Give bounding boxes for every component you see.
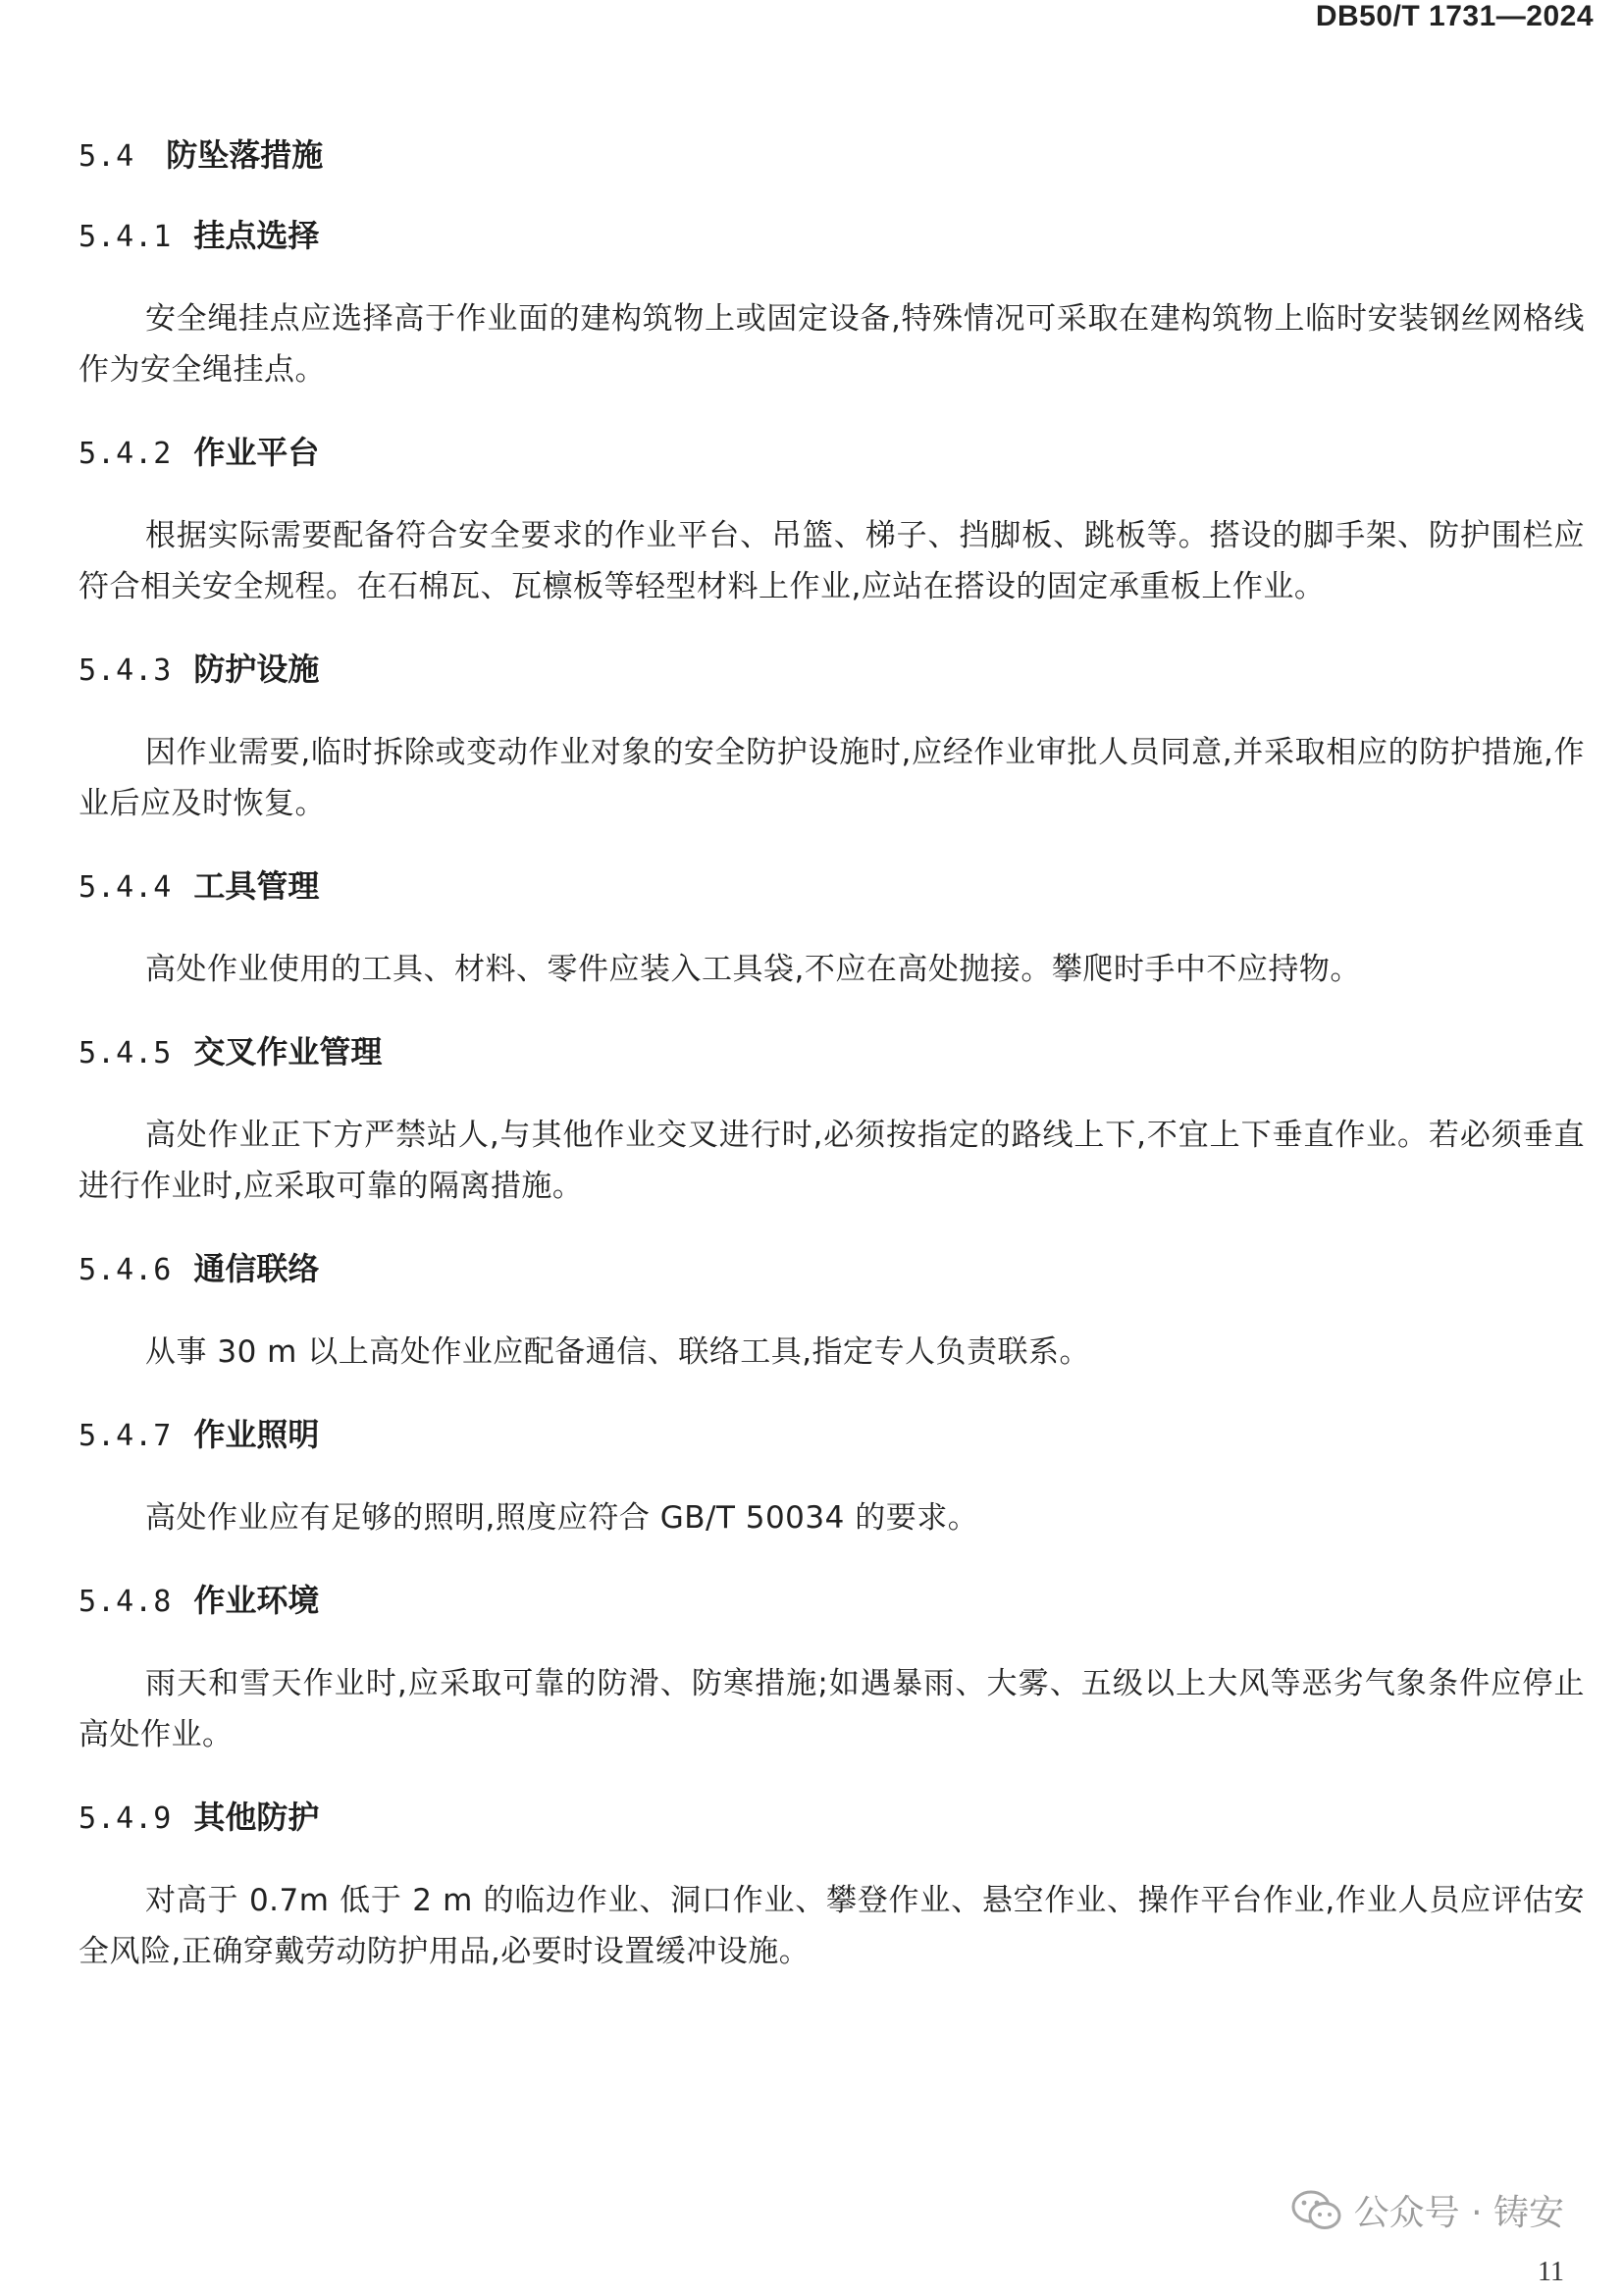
section-number: 5.4 <box>79 139 135 174</box>
standard-code: DB50/T 1731—2024 <box>1315 0 1594 32</box>
subsection-number: 5.4.5 <box>79 1036 173 1070</box>
document-body <box>79 135 1585 1977</box>
subsection-heading <box>79 433 1585 474</box>
subsection-paragraph: 高处作业应有足够的照明,照度应符合 GB/T 50034 的要求。 <box>145 1500 979 1536</box>
subsection-paragraph: 雨天和雪天作业时,应采取可靠的防滑、防寒措施;如遇暴雨、大雾、五级以上大风等恶劣气象条件应停止高处作业。 <box>79 1666 1585 1752</box>
subsection-paragraph: 安全绳挂点应选择高于作业面的建构筑物上或固定设备,特殊情况可采取在建构筑物上临时安装钢丝网格线作为安全绳挂点。 <box>79 301 1585 388</box>
subsection-heading <box>79 1032 1585 1073</box>
subsection-heading <box>79 1581 1585 1622</box>
subsection-number: 5.4.8 <box>79 1585 173 1619</box>
subsection-number: 5.4.9 <box>79 1801 173 1836</box>
subsection-title: 作业平台 <box>193 434 320 471</box>
subsection-paragraph: 从事 30 m 以上高处作业应配备通信、联络工具,指定专人负责联系。 <box>145 1334 1091 1370</box>
subsection-heading <box>79 216 1585 257</box>
subsection-number: 5.4.1 <box>79 220 173 254</box>
watermark <box>1291 2185 1564 2235</box>
subsection-number: 5.4.2 <box>79 437 173 471</box>
subsection-title: 作业环境 <box>193 1582 320 1619</box>
subsection-title: 挂点选择 <box>193 217 320 254</box>
subsection-number: 5.4.7 <box>79 1419 173 1453</box>
subsection-heading <box>79 1415 1585 1456</box>
subsection-paragraph: 因作业需要,临时拆除或变动作业对象的安全防护设施时,应经作业审批人员同意,并采取相应的防护措施,作业后应及时恢复。 <box>79 735 1585 821</box>
subsection-title: 防护设施 <box>193 651 320 688</box>
subsection-number: 5.4.4 <box>79 870 173 905</box>
subsection-paragraph: 高处作业正下方严禁站人,与其他作业交叉进行时,必须按指定的路线上下,不宜上下垂直作业。若必须垂直进行作业时,应采取可靠的隔离措施。 <box>79 1118 1585 1204</box>
watermark-text: 公众号 · 铸安 <box>1353 2193 1564 2233</box>
subsection-heading <box>79 866 1585 908</box>
subsection-paragraph: 高处作业使用的工具、材料、零件应装入工具袋,不应在高处抛接。攀爬时手中不应持物。 <box>145 952 1361 987</box>
subsection-number: 5.4.3 <box>79 653 173 688</box>
subsection-paragraph: 根据实际需要配备符合安全要求的作业平台、吊篮、梯子、挡脚板、跳板等。搭设的脚手架、防护围栏应符合相关安全规程。在石棉瓦、瓦檩板等轻型材料上作业,应站在搭设的固定承重板上作业。 <box>79 518 1585 604</box>
subsection-paragraph: 对高于 0.7m 低于 2 m 的临边作业、洞口作业、攀登作业、悬空作业、操作平台作业,作业人员应评估安全风险,正确穿戴劳动防护用品,必要时设置缓冲设施。 <box>79 1883 1585 1969</box>
section-heading <box>79 135 1585 177</box>
subsection-heading <box>79 1798 1585 1839</box>
subsection-title: 其他防护 <box>193 1799 320 1836</box>
subsection-title: 工具管理 <box>193 867 320 905</box>
subsection-heading <box>79 650 1585 691</box>
subsection-number: 5.4.6 <box>79 1253 173 1287</box>
subsection-title: 作业照明 <box>193 1416 320 1453</box>
section-title: 防坠落措施 <box>166 136 324 174</box>
page-number: 11 <box>1538 2257 1564 2287</box>
subsection-title: 交叉作业管理 <box>193 1033 383 1070</box>
wechat-icon <box>1291 2189 1342 2232</box>
subsection-heading <box>79 1249 1585 1290</box>
subsection-title: 通信联络 <box>193 1250 320 1287</box>
